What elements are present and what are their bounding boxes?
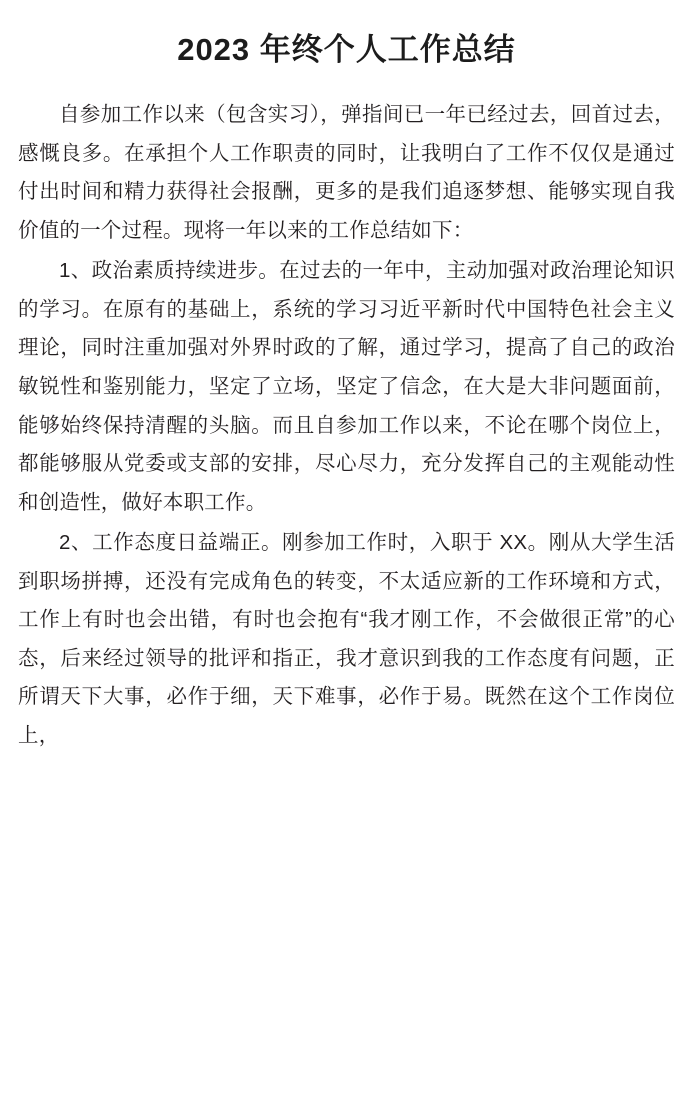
paragraph: 1、政治素质持续进步。在过去的一年中，主动加强对政治理论知识的学习。在原有的基础上，系统的学习习近平新时代中国特色社会主义理论，同时注重加强对外界时政的了解，通过学习，提高了自己的政治敏锐性和鉴别能力，坚定了立场，坚定了信念，在大是大非问题面前，能够始终保持清醒的头脑。而且自参加工作以来，不论在哪个岗位上，都能够服从党委或支部的安排，尽心尽力，充分发挥自己的主观能动性和创造性，做好本职工作。 [18, 259, 675, 514]
page-title: 2023 年终个人工作总结 [177, 32, 516, 67]
paragraph: 自参加工作以来（包含实习），弹指间已一年已经过去，回首过去，感慨良多。在承担个人工作职责的同时，让我明白了工作不仅仅是通过付出时间和精力获得社会报酬，更多的是我们追逐梦想、能够实现自我价值的一个过程。现将一年以来的工作总结如下： [18, 103, 675, 242]
document-body [18, 96, 675, 755]
paragraph: 2、工作态度日益端正。刚参加工作时，入职于 XX。刚从大学生活到职场拼搏，还没有完成角色的转变，不太适应新的工作环境和方式，工作上有时也会出错，有时也会抱有“我才刚工作，不会做很正常”的心态，后来经过领导的批评和指正，我才意识到我的工作态度有问题，正所谓天下大事，必作于细，天下难事，必作于易。既然在这个工作岗位上， [18, 531, 675, 747]
